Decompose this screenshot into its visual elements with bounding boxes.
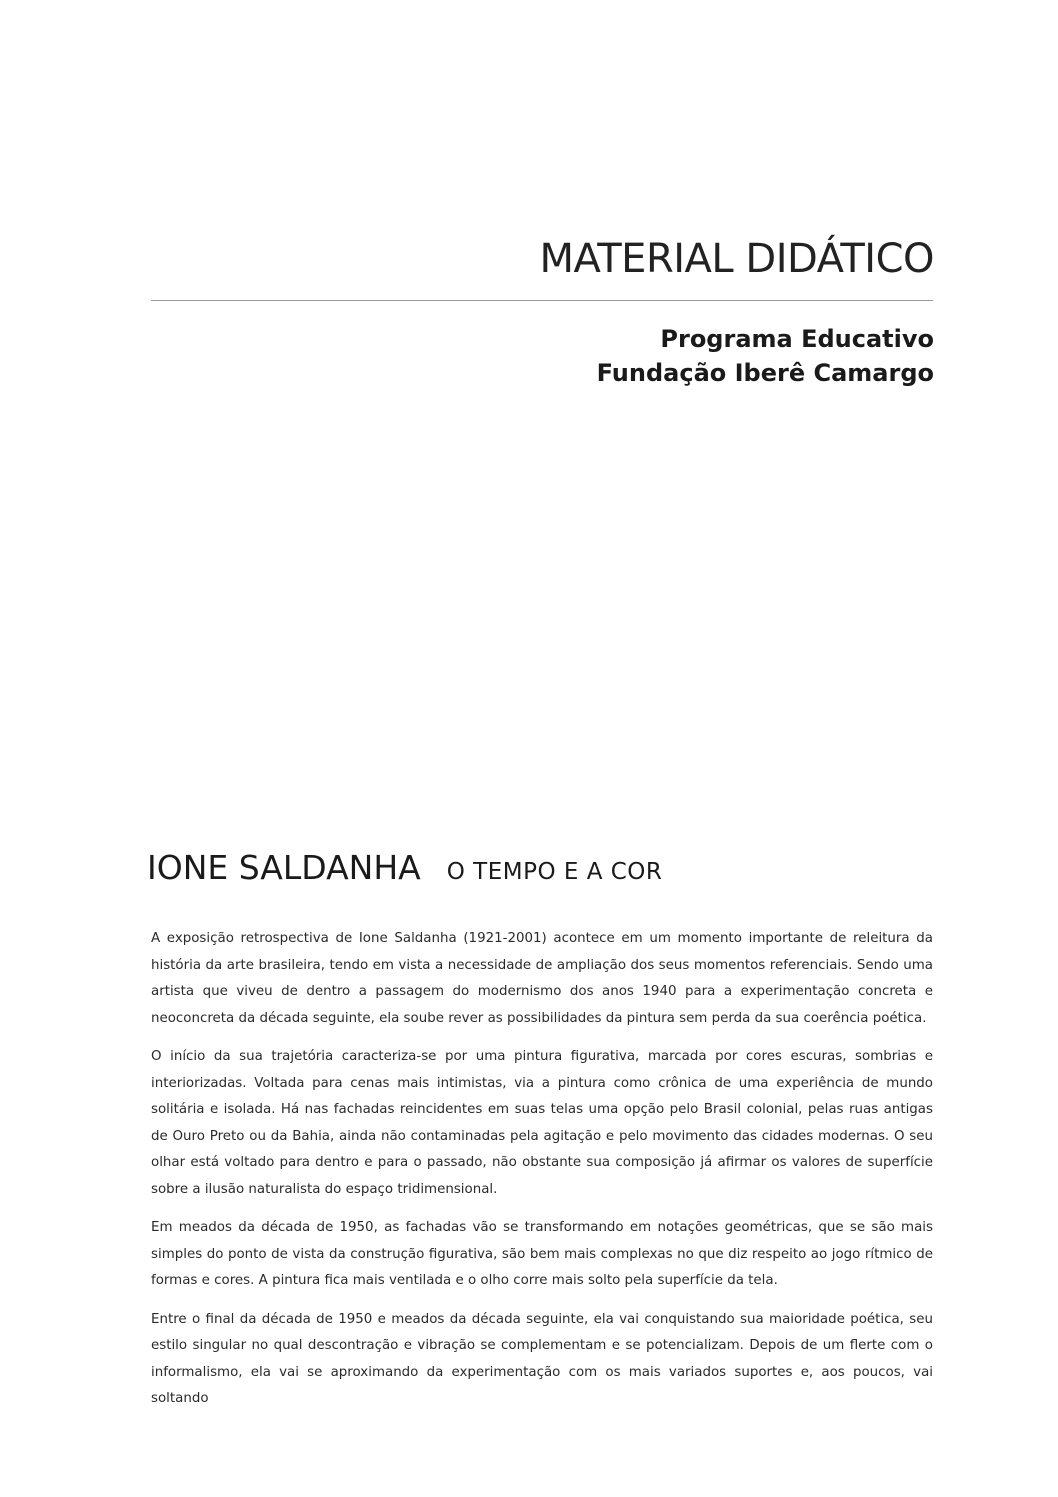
artist-name: IONE SALDANHA [147, 848, 421, 887]
document-title: MATERIAL DIDÁTICO [539, 236, 934, 282]
paragraph: O início da sua trajetória caracteriza-se por uma pintura figurativa, marcada por cores escuras, sombrias e interiorizadas. Voltada para cenas mais intimistas, via a pintura como crônica de uma experiência de mundo solitária e isolada. Há nas fachadas reincidentes em suas telas uma opção pelo Brasil colonial, pelas ruas antigas de Ouro Preto ou da Bahia, ainda não contaminadas pela agitação e pelo movimento das cidades modernas. O seu olhar está voltado para dentro e para o passado, não obstante sua composição já afirmar os valores de superfície sobre a ilusão naturalista do espaço tridimensional. [151, 1049, 933, 1197]
paragraph: Em meados da década de 1950, as fachadas vão se transformando em notações geométricas, que se são mais simples do ponto de vista da construção figurativa, são bem mais complexas no que diz respeito ao jogo rítmico de formas e cores. A pintura fica mais ventilada e o olho corre mais solto pela superfície da tela. [151, 1220, 933, 1288]
subtitle-program: Programa Educativo [660, 325, 934, 353]
subtitle-foundation: Fundação Iberê Camargo [596, 359, 934, 387]
exhibition-subtitle: O TEMPO E A COR [446, 859, 663, 885]
paragraph: Entre o final da década de 1950 e meados da década seguinte, ela vai conquistando sua maioridade poética, seu estilo singular no qual descontração e vibração se complementam e se potencializam. Depois de um flerte com o informalismo, ela vai se aproximando da experimentação com os mais variados suportes e, aos poucos, vai soltando [151, 1311, 933, 1406]
body-text [151, 926, 933, 1425]
document-subtitle [597, 322, 934, 390]
section-heading [147, 848, 662, 887]
title-divider [151, 300, 933, 301]
paragraph: A exposição retrospectiva de Ione Saldanha (1921-2001) acontece em um momento importante de releitura da história da arte brasileira, tendo em vista a necessidade de ampliação dos seus momentos referenciais. Sendo uma artista que viveu de dentro a passagem do modernismo dos anos 1940 para a experimentação concreta e neoconcreta da década seguinte, ela soube rever as possibilidades da pintura sem perda da sua coerência poética. [151, 931, 933, 1026]
